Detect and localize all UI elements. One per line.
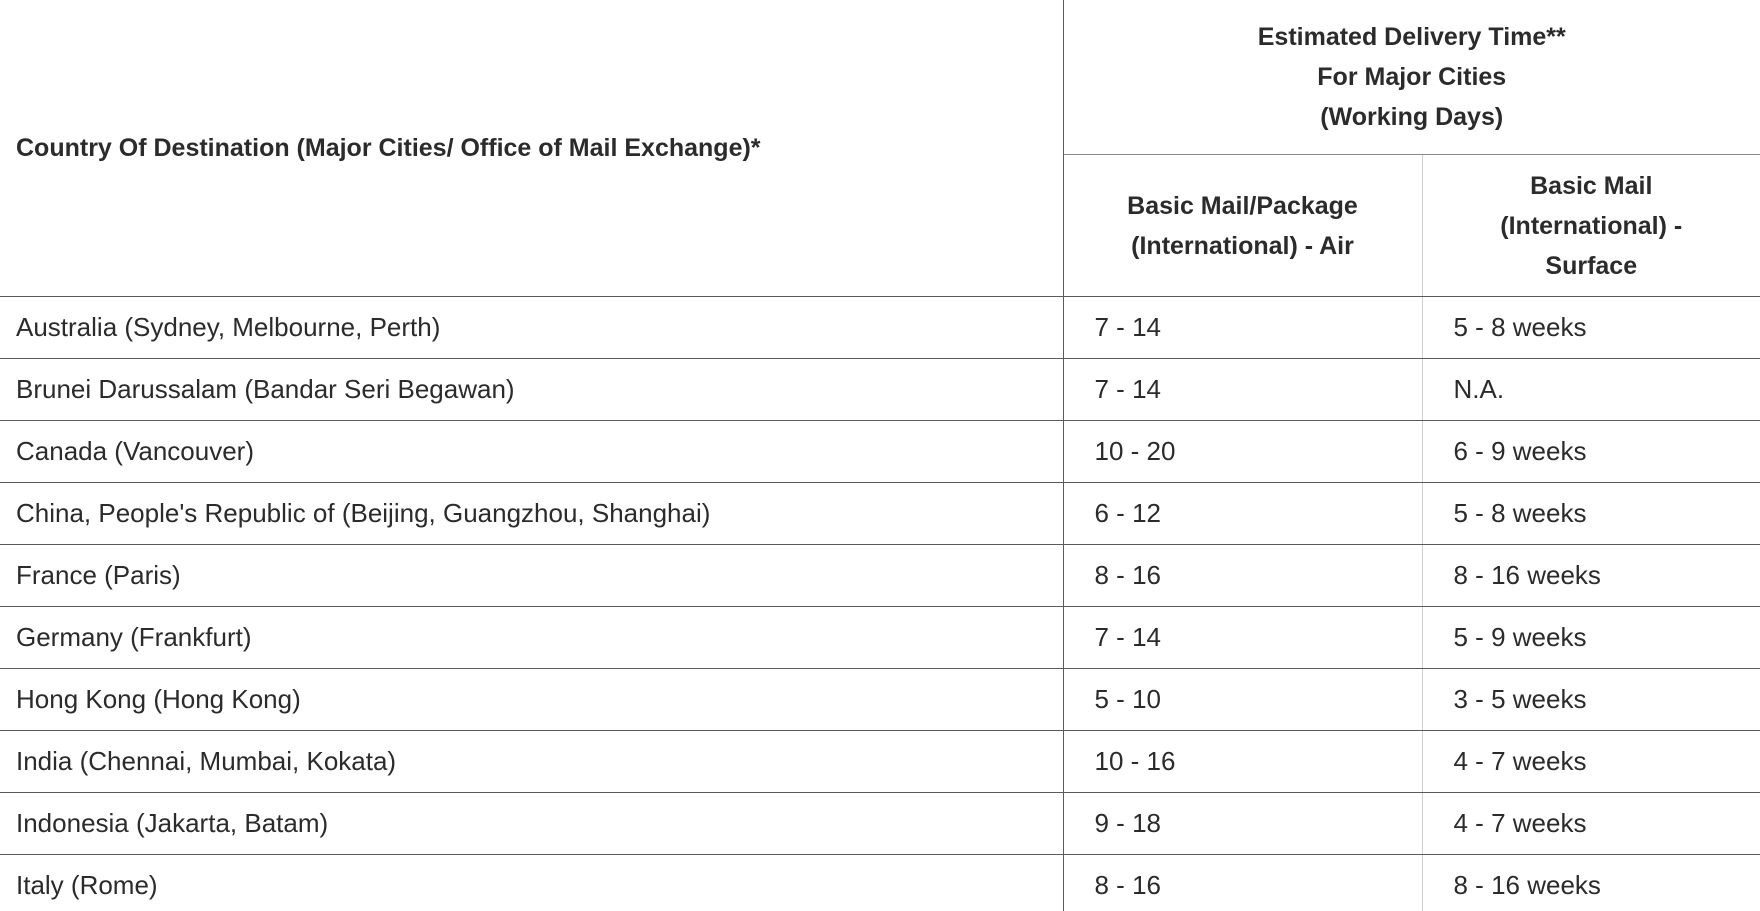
country-cell: China, People's Republic of (Beijing, Guangzhou, Shanghai) xyxy=(0,483,1063,545)
country-cell: Australia (Sydney, Melbourne, Perth) xyxy=(0,297,1063,359)
country-cell: India (Chennai, Mumbai, Kokata) xyxy=(0,731,1063,793)
air-time-cell: 8 - 16 xyxy=(1063,855,1422,911)
air-time-cell: 10 - 20 xyxy=(1063,421,1422,483)
air-time-cell: 10 - 16 xyxy=(1063,731,1422,793)
country-cell: Brunei Darussalam (Bandar Seri Begawan) xyxy=(0,359,1063,421)
header-row-top xyxy=(0,0,1760,155)
surface-time-cell: 4 - 7 weeks xyxy=(1422,793,1760,855)
surface-header-line-1: Basic Mail xyxy=(1530,171,1653,200)
table-row xyxy=(0,607,1760,669)
country-cell: Indonesia (Jakarta, Batam) xyxy=(0,793,1063,855)
country-cell: Canada (Vancouver) xyxy=(0,421,1063,483)
air-column-header xyxy=(1063,155,1422,297)
air-time-cell: 5 - 10 xyxy=(1063,669,1422,731)
table-row xyxy=(0,483,1760,545)
table-header xyxy=(0,0,1760,297)
country-cell: France (Paris) xyxy=(0,545,1063,607)
air-time-cell: 6 - 12 xyxy=(1063,483,1422,545)
estimated-delivery-group-header xyxy=(1063,0,1760,155)
surface-time-cell: 5 - 8 weeks xyxy=(1422,297,1760,359)
surface-header-line-2: (International) - xyxy=(1500,211,1683,240)
country-cell: Italy (Rome) xyxy=(0,855,1063,911)
surface-time-cell: 8 - 16 weeks xyxy=(1422,545,1760,607)
air-time-cell: 7 - 14 xyxy=(1063,359,1422,421)
air-time-cell: 7 - 14 xyxy=(1063,607,1422,669)
table-row xyxy=(0,545,1760,607)
surface-column-header xyxy=(1422,155,1760,297)
country-cell: Germany (Frankfurt) xyxy=(0,607,1063,669)
surface-time-cell: N.A. xyxy=(1422,359,1760,421)
surface-time-cell: 3 - 5 weeks xyxy=(1422,669,1760,731)
surface-time-cell: 4 - 7 weeks xyxy=(1422,731,1760,793)
table-row xyxy=(0,421,1760,483)
table-row xyxy=(0,731,1760,793)
air-header-line-2: (International) - Air xyxy=(1131,231,1354,260)
air-header-line-1: Basic Mail/Package xyxy=(1127,191,1358,220)
surface-header-line-3: Surface xyxy=(1545,251,1638,280)
country-cell: Hong Kong (Hong Kong) xyxy=(0,669,1063,731)
air-time-cell: 8 - 16 xyxy=(1063,545,1422,607)
table-row xyxy=(0,793,1760,855)
table-row xyxy=(0,669,1760,731)
group-header-line-1: Estimated Delivery Time** xyxy=(1257,23,1566,51)
table-row xyxy=(0,855,1760,911)
air-time-cell: 7 - 14 xyxy=(1063,297,1422,359)
surface-time-cell: 8 - 16 weeks xyxy=(1422,855,1760,911)
country-column-header: Country Of Destination (Major Cities/ Office of Mail Exchange)* xyxy=(0,0,1063,297)
group-header-line-2: For Major Cities xyxy=(1317,63,1507,91)
surface-time-cell: 6 - 9 weeks xyxy=(1422,421,1760,483)
table-row xyxy=(0,359,1760,421)
table-body xyxy=(0,297,1760,911)
air-time-cell: 9 - 18 xyxy=(1063,793,1422,855)
surface-time-cell: 5 - 9 weeks xyxy=(1422,607,1760,669)
group-header-line-3: (Working Days) xyxy=(1320,103,1504,131)
table-row xyxy=(0,297,1760,359)
surface-time-cell: 5 - 8 weeks xyxy=(1422,483,1760,545)
